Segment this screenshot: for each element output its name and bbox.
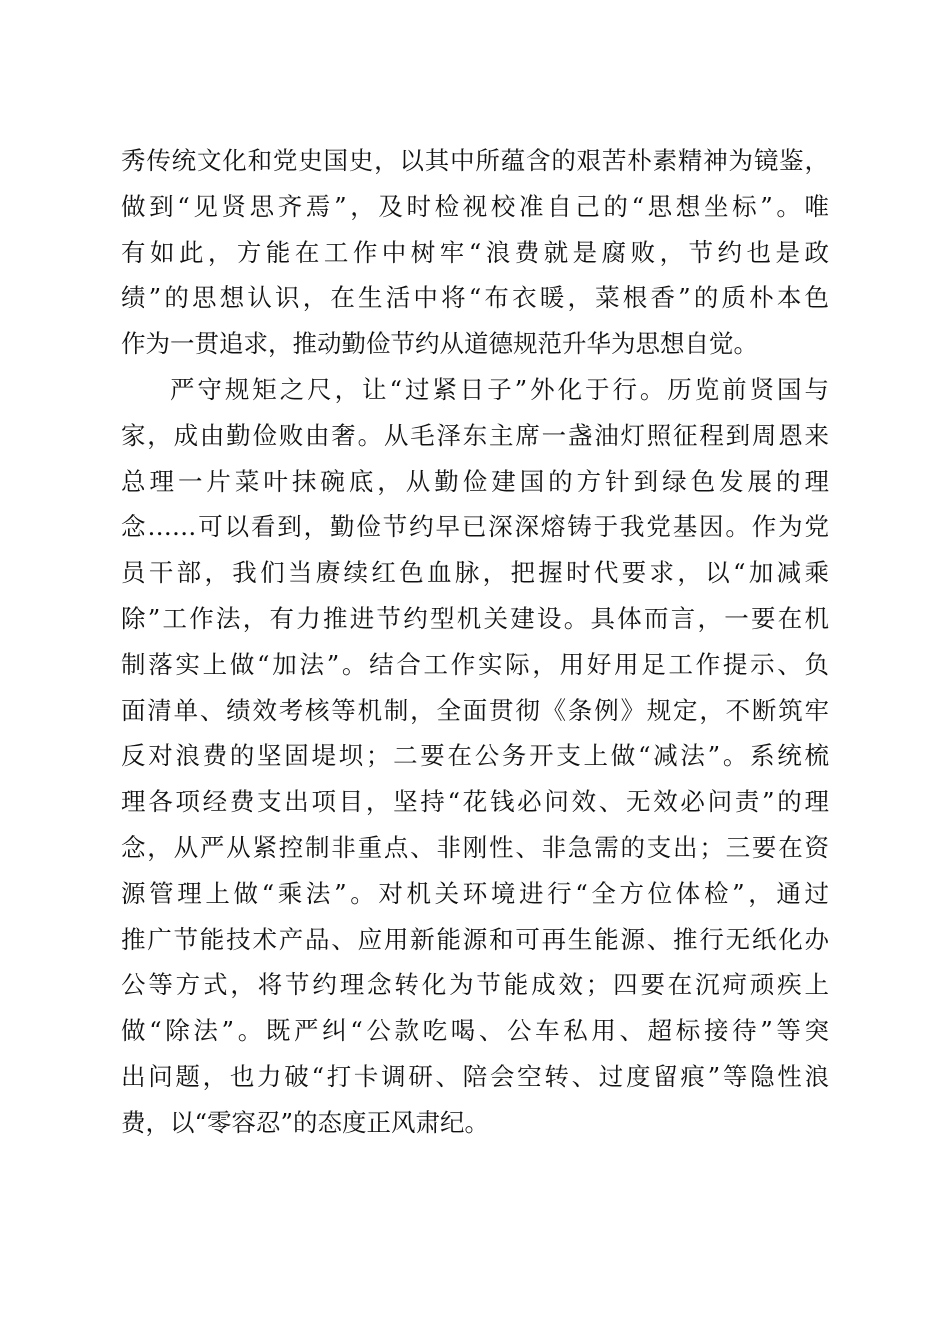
text-line: 念，从严从紧控制非重点、非刚性、非急需的支出；三要在资	[121, 832, 829, 862]
text-line: 有如此，方能在工作中树牢“浪费就是腐败，节约也是政	[121, 237, 829, 267]
text-line: 反对浪费的坚固堤坝；二要在公务开支上做“减法”。系统梳	[121, 741, 829, 771]
text-line: 源管理上做“乘法”。对机关环境进行“全方位体检”，通过	[121, 878, 829, 908]
text-line: 家，成由勤俭败由奢。从毛泽东主席一盏油灯照征程到周恩来	[121, 420, 829, 450]
text-line: 作为一贯追求，推动勤俭节约从道德规范升华为思想自觉。	[121, 329, 758, 359]
text-line: 理各项经费支出项目，坚持“花钱必问效、无效必问责”的理	[121, 787, 829, 817]
text-line: 公等方式，将节约理念转化为节能成效；四要在沉疴顽疾上	[121, 970, 829, 1000]
text-line: 费，以“零容忍”的态度正风肃纪。	[121, 1107, 490, 1137]
text-line: 念……可以看到，勤俭节约早已深深熔铸于我党基因。作为党	[121, 512, 829, 542]
text-line: 做到“见贤思齐焉”，及时检视校准自己的“思想坐标”。唯	[121, 191, 829, 221]
text-line: 除”工作法，有力推进节约型机关建设。具体而言，一要在机	[121, 603, 829, 633]
text-line: 秀传统文化和党史国史，以其中所蕴含的艰苦朴素精神为镜鉴，	[121, 146, 829, 175]
text-line: 绩”的思想认识，在生活中将“布衣暖，菜根香”的质朴本色	[121, 283, 829, 313]
text-line: 员干部，我们当赓续红色血脉，把握时代要求，以“加减乘	[121, 558, 829, 588]
text-line: 推广节能技术产品、应用新能源和可再生能源、推行无纸化办	[121, 924, 829, 954]
text-line: 做“除法”。既严纠“公款吃喝、公车私用、超标接待”等突	[121, 1016, 829, 1046]
text-line: 制落实上做“加法”。结合工作实际，用好用足工作提示、负	[121, 649, 829, 679]
text-line: 出问题，也力破“打卡调研、陪会空转、过度留痕”等隐性浪	[121, 1061, 829, 1091]
body-text	[121, 138, 829, 1146]
text-line: 面清单、绩效考核等机制，全面贯彻《条例》规定，不断筑牢	[121, 695, 829, 725]
text-line: 总理一片菜叶抹碗底，从勤俭建国的方针到绿色发展的理	[121, 466, 829, 496]
paragraph-first-line: 严守规矩之尺，让“过紧日子”外化于行。历览前贤国与	[170, 374, 829, 404]
